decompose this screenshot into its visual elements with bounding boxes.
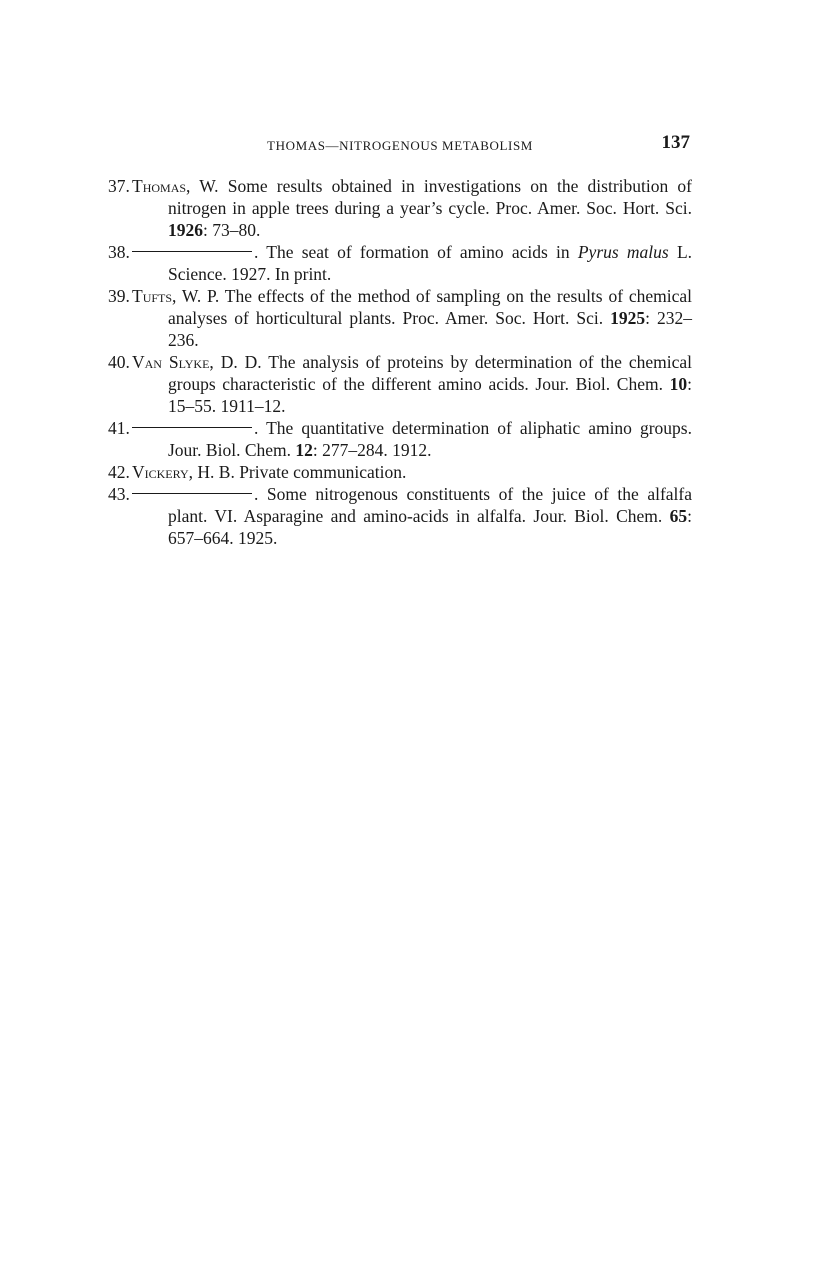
reference-text [132,417,692,461]
reference-title: The analysis of proteins by determination of the chemical groups characteristic of the different amino acids. Jour. Biol. Chem. [168,352,692,394]
reference-text [132,241,692,285]
page-number: 137 [661,132,690,153]
running-head [108,132,692,158]
reference-43 [108,483,692,549]
running-title: THOMAS—NITROGENOUS METABOLISM [267,138,533,153]
reference-species: Pyrus malus [577,242,669,262]
reference-volume: 10 [669,374,688,394]
reference-list [108,175,692,549]
reference-author: Thomas, W. [132,176,219,196]
reference-number: 42. [108,462,130,482]
reference-title: Some results obtained in investigations on the distribution of nitrogen in apple trees during a year’s cycle. Proc. Amer. Soc. Hort. Sci. [168,176,692,218]
reference-38 [108,241,692,285]
reference-bold: 1925 [610,308,646,328]
reference-author: Tufts, W. P. [132,286,220,306]
reference-37 [108,175,692,241]
reference-number: 39. [108,286,130,306]
reference-text [132,483,692,549]
reference-pages: : 15–55. 1911–12. [168,374,693,416]
reference-volume: 12 [295,440,313,460]
reference-40 [108,351,692,417]
reference-text [132,285,692,351]
reference-number: 41. [108,418,130,438]
reference-number: 43. [108,484,130,504]
reference-text [132,351,692,417]
reference-pages: : 657–664. 1925. [168,506,693,548]
reference-author: Vickery, H. B. [132,462,235,482]
reference-pages: : 73–80. [203,220,261,240]
reference-title: The effects of the method of sampling on the results of chemical analyses of horticultural plants. Proc. Amer. Soc. Hort. Sci. [168,286,693,328]
reference-text [132,175,692,241]
reference-title: Private communication. [239,462,407,482]
reference-number: 37. [108,176,130,196]
reference-title: . The quantitative determination of aliphatic amino groups. Jour. Biol. Chem. [168,418,692,460]
reference-42 [108,461,692,483]
reference-volume: 65 [669,506,688,526]
reference-title: . Some nitrogenous constituents of the juice of the alfalfa plant. VI. Asparagine and amino-acids in alfalfa. Jour. Biol. Chem. [168,484,692,526]
ditto-dash [132,427,252,428]
ditto-dash [132,493,252,494]
reference-41 [108,417,692,461]
reference-39 [108,285,692,351]
reference-pages: : 277–284. 1912. [312,440,432,460]
reference-number: 38. [108,242,130,262]
reference-author: Van Slyke, D. D. [132,352,262,372]
reference-text [132,461,692,483]
ditto-dash [132,251,252,252]
reference-tail: L. Science. 1927. In print. [168,242,693,284]
reference-title: . The seat of formation of amino acids in [254,242,570,262]
reference-bold: 1926 [168,220,203,240]
reference-pages: : 232–236. [168,308,692,350]
reference-number: 40. [108,352,130,372]
